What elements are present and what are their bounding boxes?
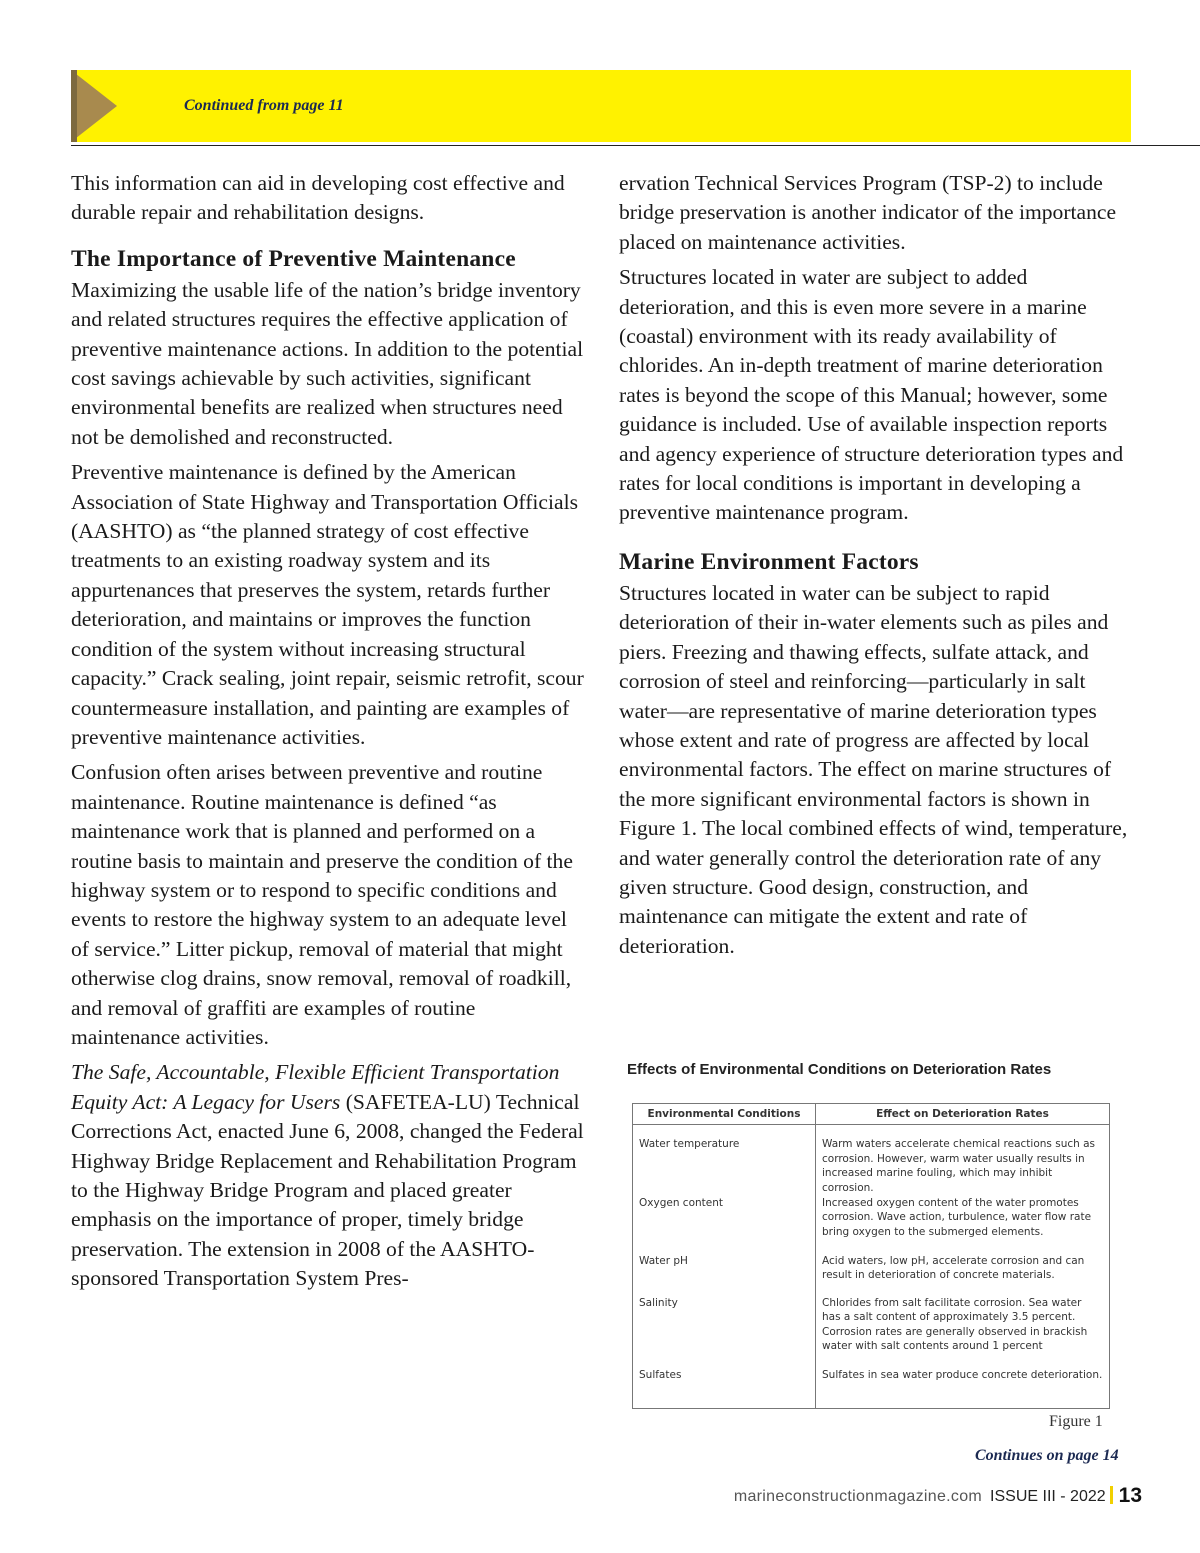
site-url: marineconstructionmagazine.com xyxy=(733,1488,983,1505)
condition-cell: Water pH xyxy=(633,1254,816,1296)
intro-paragraph: This information can aid in developing cost effective and durable repair and rehabilitation designs. xyxy=(71,171,565,225)
condition-cell: Salinity xyxy=(633,1296,816,1368)
paragraph-safetea xyxy=(71,1058,586,1293)
table-row xyxy=(633,1368,1110,1409)
table-row xyxy=(633,1196,1110,1254)
effect-cell: Chlorides from salt facilitate corrosion. Sea water has a salt content of approximately 3.5 percent. Corrosion rates are generally observed in brackish water with salt contents around 1 percent xyxy=(822,1296,1088,1352)
paragraph: Structures located in water can be subject to rapid deterioration of their in-water elements such as piles and piers. Freezing and thawing effects, sulfate attack, and corrosion of steel and reinforcing—particularly in salt water—are representative of marine deterioration types whose extent and rate of progress are affected by local environmental factors. The effect on marine structures of the more significant environmental factors is shown in Figure 1. The local combined effects of wind, temperature, and water generally control the deterioration rate of any given structure. Good design, construction, and maintenance can mitigate the extent and rate of deterioration. xyxy=(619,580,1128,958)
paragraph: Structures located in water are subject to added deterioration, and this is even more severe in a marine (coastal) environment with its ready availability of chlorides. An in-depth treatment of marine deterioration rates is beyond the scope of this Manual; however, some guidance is included. Use of available inspection reports and agency experience of structure deterioration types and rates for local conditions is important in developing a preventive maintenance program. xyxy=(619,265,1124,525)
paragraph: ervation Technical Services Program (TSP-2) to include bridge preservation is another indicator of the importance placed on maintenance activities. xyxy=(619,171,1117,254)
effect-cell: Increased oxygen content of the water promotes corrosion. Wave action, turbulence, water flow rate bring oxygen to the submerged elements. xyxy=(822,1196,1092,1238)
right-column xyxy=(619,169,1134,967)
column-header: Environmental Conditions xyxy=(633,1104,816,1125)
effect-cell: Warm waters accelerate chemical reactions such as corrosion. However, warm water usually results in increased marine fouling, which may inhibit corrosion. xyxy=(822,1138,1096,1194)
banner-edge xyxy=(71,70,77,142)
paragraph: Confusion often arises between preventive and routine maintenance. Routine maintenance is defined “as maintenance work that is planned and performed on a routine basis to maintain and preserve the condition of the highway system or to respond to specific conditions and events to restore the highway system to an adequate level of service.” Litter pickup, removal of material that might otherwise clog drains, snow removal, removal of roadkill, and removal of graffiti are examples of routine maintenance activities. xyxy=(71,760,573,1049)
page-number: 13 xyxy=(1118,1484,1142,1507)
continued-from-label: Continued from page 11 xyxy=(184,97,344,114)
section-heading-marine: Marine Environment Factors xyxy=(619,548,919,575)
continues-label: Continues on page 14 xyxy=(975,1447,1119,1464)
header-rule xyxy=(71,145,1200,146)
issue-label: ISSUE III - 2022 xyxy=(990,1488,1106,1505)
table-row xyxy=(633,1254,1110,1296)
condition-cell: Water temperature xyxy=(633,1125,816,1196)
condition-cell: Sulfates xyxy=(633,1368,816,1409)
effect-cell: Acid waters, low pH, accelerate corrosion and can result in deterioration of concrete materials. xyxy=(822,1254,1085,1281)
banner-arrow-icon xyxy=(71,70,117,142)
table-row xyxy=(633,1296,1110,1368)
act-title: The Safe, Accountable, Flexible Efficient Transportation Equity Act: A Legacy for Users xyxy=(71,1060,560,1114)
column-header: Effect on Deterioration Rates xyxy=(816,1104,1110,1125)
page-footer xyxy=(734,1484,1142,1508)
table-row xyxy=(633,1125,1110,1196)
figure-title: Effects of Environmental Conditions on Deterioration Rates xyxy=(627,1061,1052,1078)
footer-divider xyxy=(1110,1486,1113,1504)
condition-cell: Oxygen content xyxy=(633,1196,816,1254)
table-header-row xyxy=(633,1104,1110,1125)
left-column xyxy=(71,169,586,1300)
paragraph: Preventive maintenance is defined by the American Association of State Highway and Transportation Officials (AASHTO) as “the planned strategy of cost effective treatments to an existing roadway system and its appurtenances that preserves the system, retards further deterioration, and maintains or improves the function condition of the system without increasing structural capacity.” Crack sealing, joint repair, seismic retrofit, scour countermeasure installation, and painting are examples of preventive maintenance activities. xyxy=(71,460,584,749)
deterioration-table xyxy=(632,1103,1110,1409)
paragraph: Maximizing the usable life of the nation’s bridge inventory and related structures requires the effective application of preventive maintenance actions. In addition to the potential cost savings achievable by such activities, significant environmental benefits are realized when structures need not be demolished and reconstructed. xyxy=(71,277,584,449)
section-heading-preventive: The Importance of Preventive Maintenance xyxy=(71,245,516,272)
effect-cell: Sulfates in sea water produce concrete deterioration. xyxy=(822,1368,1103,1381)
figure-caption: Figure 1 xyxy=(1049,1413,1103,1430)
act-text: (SAFETEA-LU) Technical Corrections Act, enacted June 6, 2008, changed the Federal Highway Bridge Replacement and Rehabilitation Program to the Highway Bridge Program and placed greater emphasis on the importance of proper, timely bridge preservation. The extension in 2008 of the AASHTO-sponsored Transportation System Pres- xyxy=(71,1089,584,1291)
